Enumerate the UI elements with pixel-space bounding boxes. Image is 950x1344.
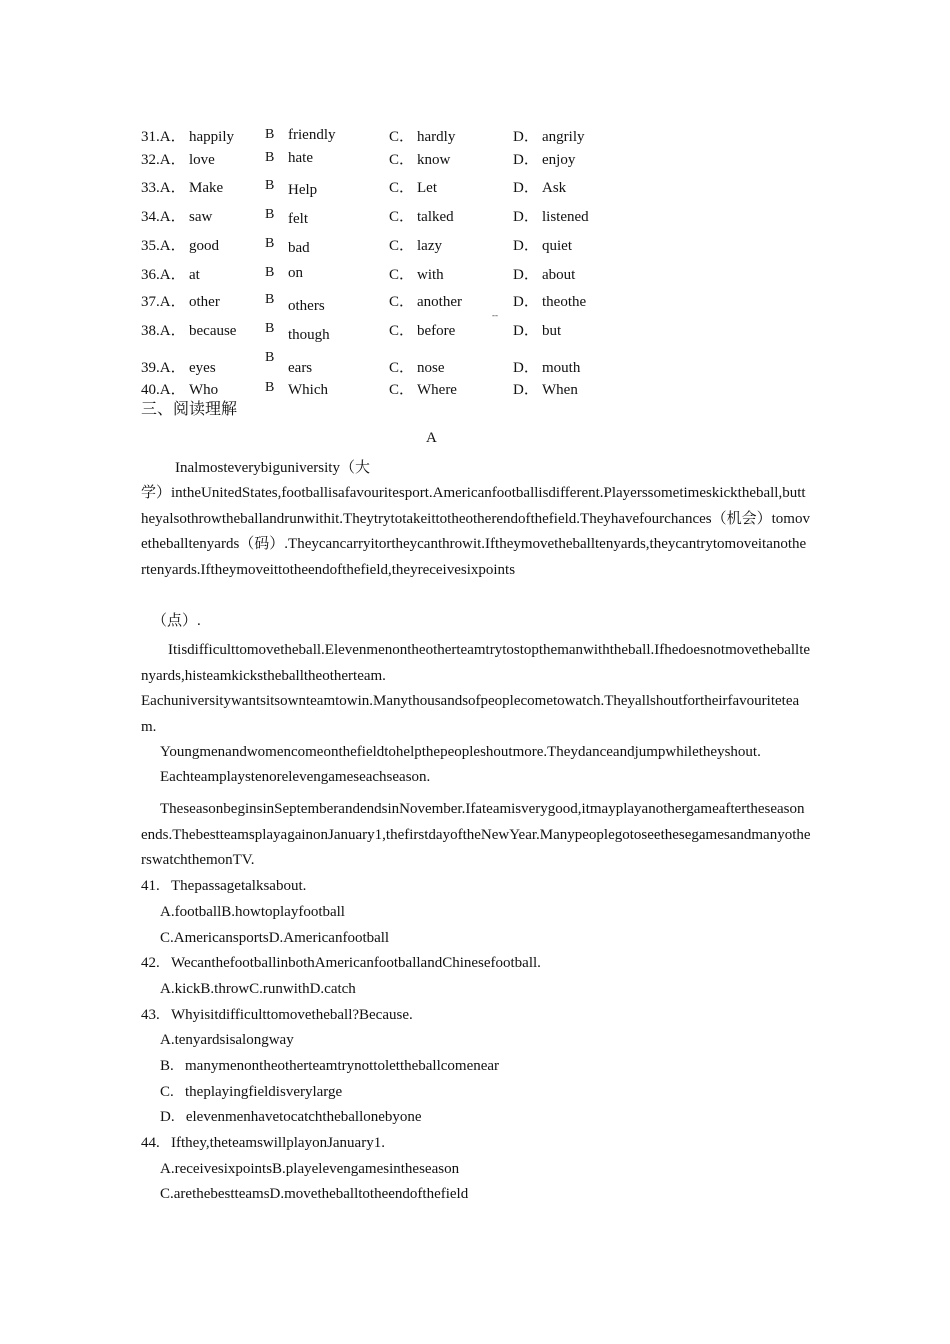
- option-c: know: [417, 152, 451, 168]
- question-44-options-1: A.receivesixpointsB.playelevengamesintheseason: [160, 1161, 460, 1177]
- option-b-label: B: [265, 207, 275, 222]
- option-c: hardly: [417, 129, 456, 145]
- option-d-label: D．: [513, 294, 539, 310]
- option-c: lazy: [417, 238, 442, 254]
- paragraph-2: Itisdifficulttomovetheball.Elevenmenontheotherteamtrytostopthemanwiththeball.Ifhedoesnotmovetheballtenyards,histeamkickstheballtheotherteam.: [141, 642, 811, 684]
- option-c-label: C．: [389, 294, 415, 310]
- item-number: 33.A．: [141, 180, 186, 196]
- option-b: felt: [288, 211, 308, 227]
- question-41-options-2: C.AmericansportsD.Americanfootball: [160, 930, 390, 946]
- option-a: at: [189, 267, 200, 283]
- option-d: listened: [542, 209, 589, 225]
- option-c-label: C．: [389, 180, 415, 196]
- option-b: ears: [288, 360, 313, 376]
- option-c-label: C．: [389, 152, 415, 168]
- item-number: 34.A．: [141, 209, 186, 225]
- paragraph-1-start: Inalmosteverybiguniversity（大: [175, 460, 370, 476]
- item-number: 40.A．: [141, 382, 186, 398]
- option-d-label: D．: [513, 152, 539, 168]
- item-number: 35.A．: [141, 238, 186, 254]
- question-42-options: A.kickB.throwC.runwithD.catch: [160, 981, 356, 997]
- option-d: about: [542, 267, 576, 283]
- option-d-label: D．: [513, 209, 539, 225]
- option-c-label: C．: [389, 209, 415, 225]
- option-a: Make: [189, 180, 224, 196]
- option-b-label: B: [265, 350, 275, 365]
- paragraph-6: TheseasonbeginsinSeptemberandendsinNovember.Ifateamisverygood,itmayplayanothergameaftertheseasonends.ThebestteamsplayagainonJanuary1,thefirstdayoftheNewYear.ManypeoplegotoseethesegamesandmanyotherswatchthemonTV.: [141, 801, 811, 868]
- option-a: other: [189, 294, 220, 310]
- option-b: bad: [288, 240, 310, 256]
- option-a: good: [189, 238, 219, 254]
- option-c-label: C．: [389, 129, 415, 145]
- question-41-options-1: A.footballB.howtoplayfootball: [160, 904, 345, 920]
- question-43-option-c: C. theplayingfieldisverylarge: [160, 1084, 343, 1100]
- question-44: 44. Ifthey,theteamswillplayonJanuary1.: [141, 1135, 385, 1151]
- question-44-options-2: C.arethebestteamsD.movetheballtotheendofthefield: [160, 1186, 469, 1202]
- option-c: talked: [417, 209, 454, 225]
- option-b-label: B: [265, 150, 275, 165]
- question-41: 41. Thepassagetalksabout.: [141, 878, 307, 894]
- section-heading: 三、阅读理解: [141, 401, 238, 418]
- item-number: 37.A．: [141, 294, 186, 310]
- option-d-label: D．: [513, 267, 539, 283]
- paragraph-1-end: （点）.: [152, 613, 201, 629]
- option-a: love: [189, 152, 215, 168]
- option-d-label: D．: [513, 129, 539, 145]
- option-c: another: [417, 294, 462, 310]
- paragraph-3: Eachuniversitywantsitsownteamtowin.Manythousandsofpeoplecometowatch.Theyallshoutfortheirfavouriteteam.: [141, 693, 800, 735]
- option-d: angrily: [542, 129, 585, 145]
- paragraph-4: Youngmenandwomencomeonthefieldtohelpthepeopleshoutmore.Theydanceandjumpwhiletheyshout.: [160, 744, 761, 760]
- item-number: 38.A．: [141, 323, 186, 339]
- option-d-label: D．: [513, 180, 539, 196]
- dash-mark: --: [492, 310, 498, 320]
- option-b: though: [288, 327, 330, 343]
- option-b-label: B: [265, 236, 275, 251]
- option-c: Let: [417, 180, 437, 196]
- option-b: Which: [288, 382, 328, 398]
- option-c: nose: [417, 360, 445, 376]
- option-c-label: C．: [389, 323, 415, 339]
- option-d: but: [542, 323, 562, 339]
- item-number: 32.A．: [141, 152, 186, 168]
- option-c: before: [417, 323, 456, 339]
- option-d-label: D．: [513, 382, 539, 398]
- question-42: 42. WecanthefootballinbothAmericanfootballandChinesefootball.: [141, 955, 541, 971]
- option-c: Where: [417, 382, 457, 398]
- option-a: because: [189, 323, 237, 339]
- option-d: theothe: [542, 294, 587, 310]
- option-c-label: C．: [389, 382, 415, 398]
- option-b: Help: [288, 182, 318, 198]
- question-43-option-b: B. manymenontheotherteamtrynottolettheballcomenear: [160, 1058, 500, 1074]
- option-d-label: D．: [513, 360, 539, 376]
- option-d: When: [542, 382, 578, 398]
- option-b-label: B: [265, 265, 275, 280]
- option-b: others: [288, 298, 325, 314]
- option-c-label: C．: [389, 267, 415, 283]
- option-d: Ask: [542, 180, 567, 196]
- option-d-label: D．: [513, 238, 539, 254]
- option-b-label: B: [265, 127, 275, 142]
- question-43-option-a: A.tenyardsisalongway: [160, 1032, 294, 1048]
- option-c: with: [417, 267, 444, 283]
- option-b-label: B: [265, 292, 275, 307]
- option-d: enjoy: [542, 152, 576, 168]
- option-c-label: C．: [389, 238, 415, 254]
- option-c-label: C．: [389, 360, 415, 376]
- paragraph-5: Eachteamplaystenorelevengameseachseason.: [160, 769, 431, 785]
- option-b: friendly: [288, 127, 336, 143]
- item-number: 36.A．: [141, 267, 186, 283]
- passage-label: A: [426, 430, 437, 446]
- option-a: Who: [189, 382, 219, 398]
- option-b: on: [288, 265, 303, 281]
- option-d: quiet: [542, 238, 572, 254]
- option-a: saw: [189, 209, 213, 225]
- option-b-label: B: [265, 178, 275, 193]
- question-43-option-d: D. elevenmenhavetocatchtheballonebyone: [160, 1109, 422, 1125]
- option-b-label: B: [265, 321, 275, 336]
- question-43: 43. Whyisitdifficulttomovetheball?Because.: [141, 1007, 413, 1023]
- option-a: happily: [189, 129, 234, 145]
- option-b: hate: [288, 150, 313, 166]
- item-number: 31.A．: [141, 129, 186, 145]
- option-d: mouth: [542, 360, 581, 376]
- option-a: eyes: [189, 360, 216, 376]
- item-number: 39.A．: [141, 360, 186, 376]
- option-d-label: D．: [513, 323, 539, 339]
- paragraph-1: 学）intheUnitedStates,footballisafavouritesport.Americanfootballisdifferent.Playerssometimeskicktheball,buttheyalsothrowtheballandrunwithit.Theytrytotakeittotheotherendofthefield.Theyhavefourchances（机会）tomovetheballtenyards（码）.Theycancarryitortheycanthrowit.Iftheymovetheballtenyards,theycantrytomoveitanothertenyards.Iftheymoveittotheendofthefield,theyreceivesixpoints: [141, 485, 810, 578]
- option-b-label: B: [265, 380, 275, 395]
